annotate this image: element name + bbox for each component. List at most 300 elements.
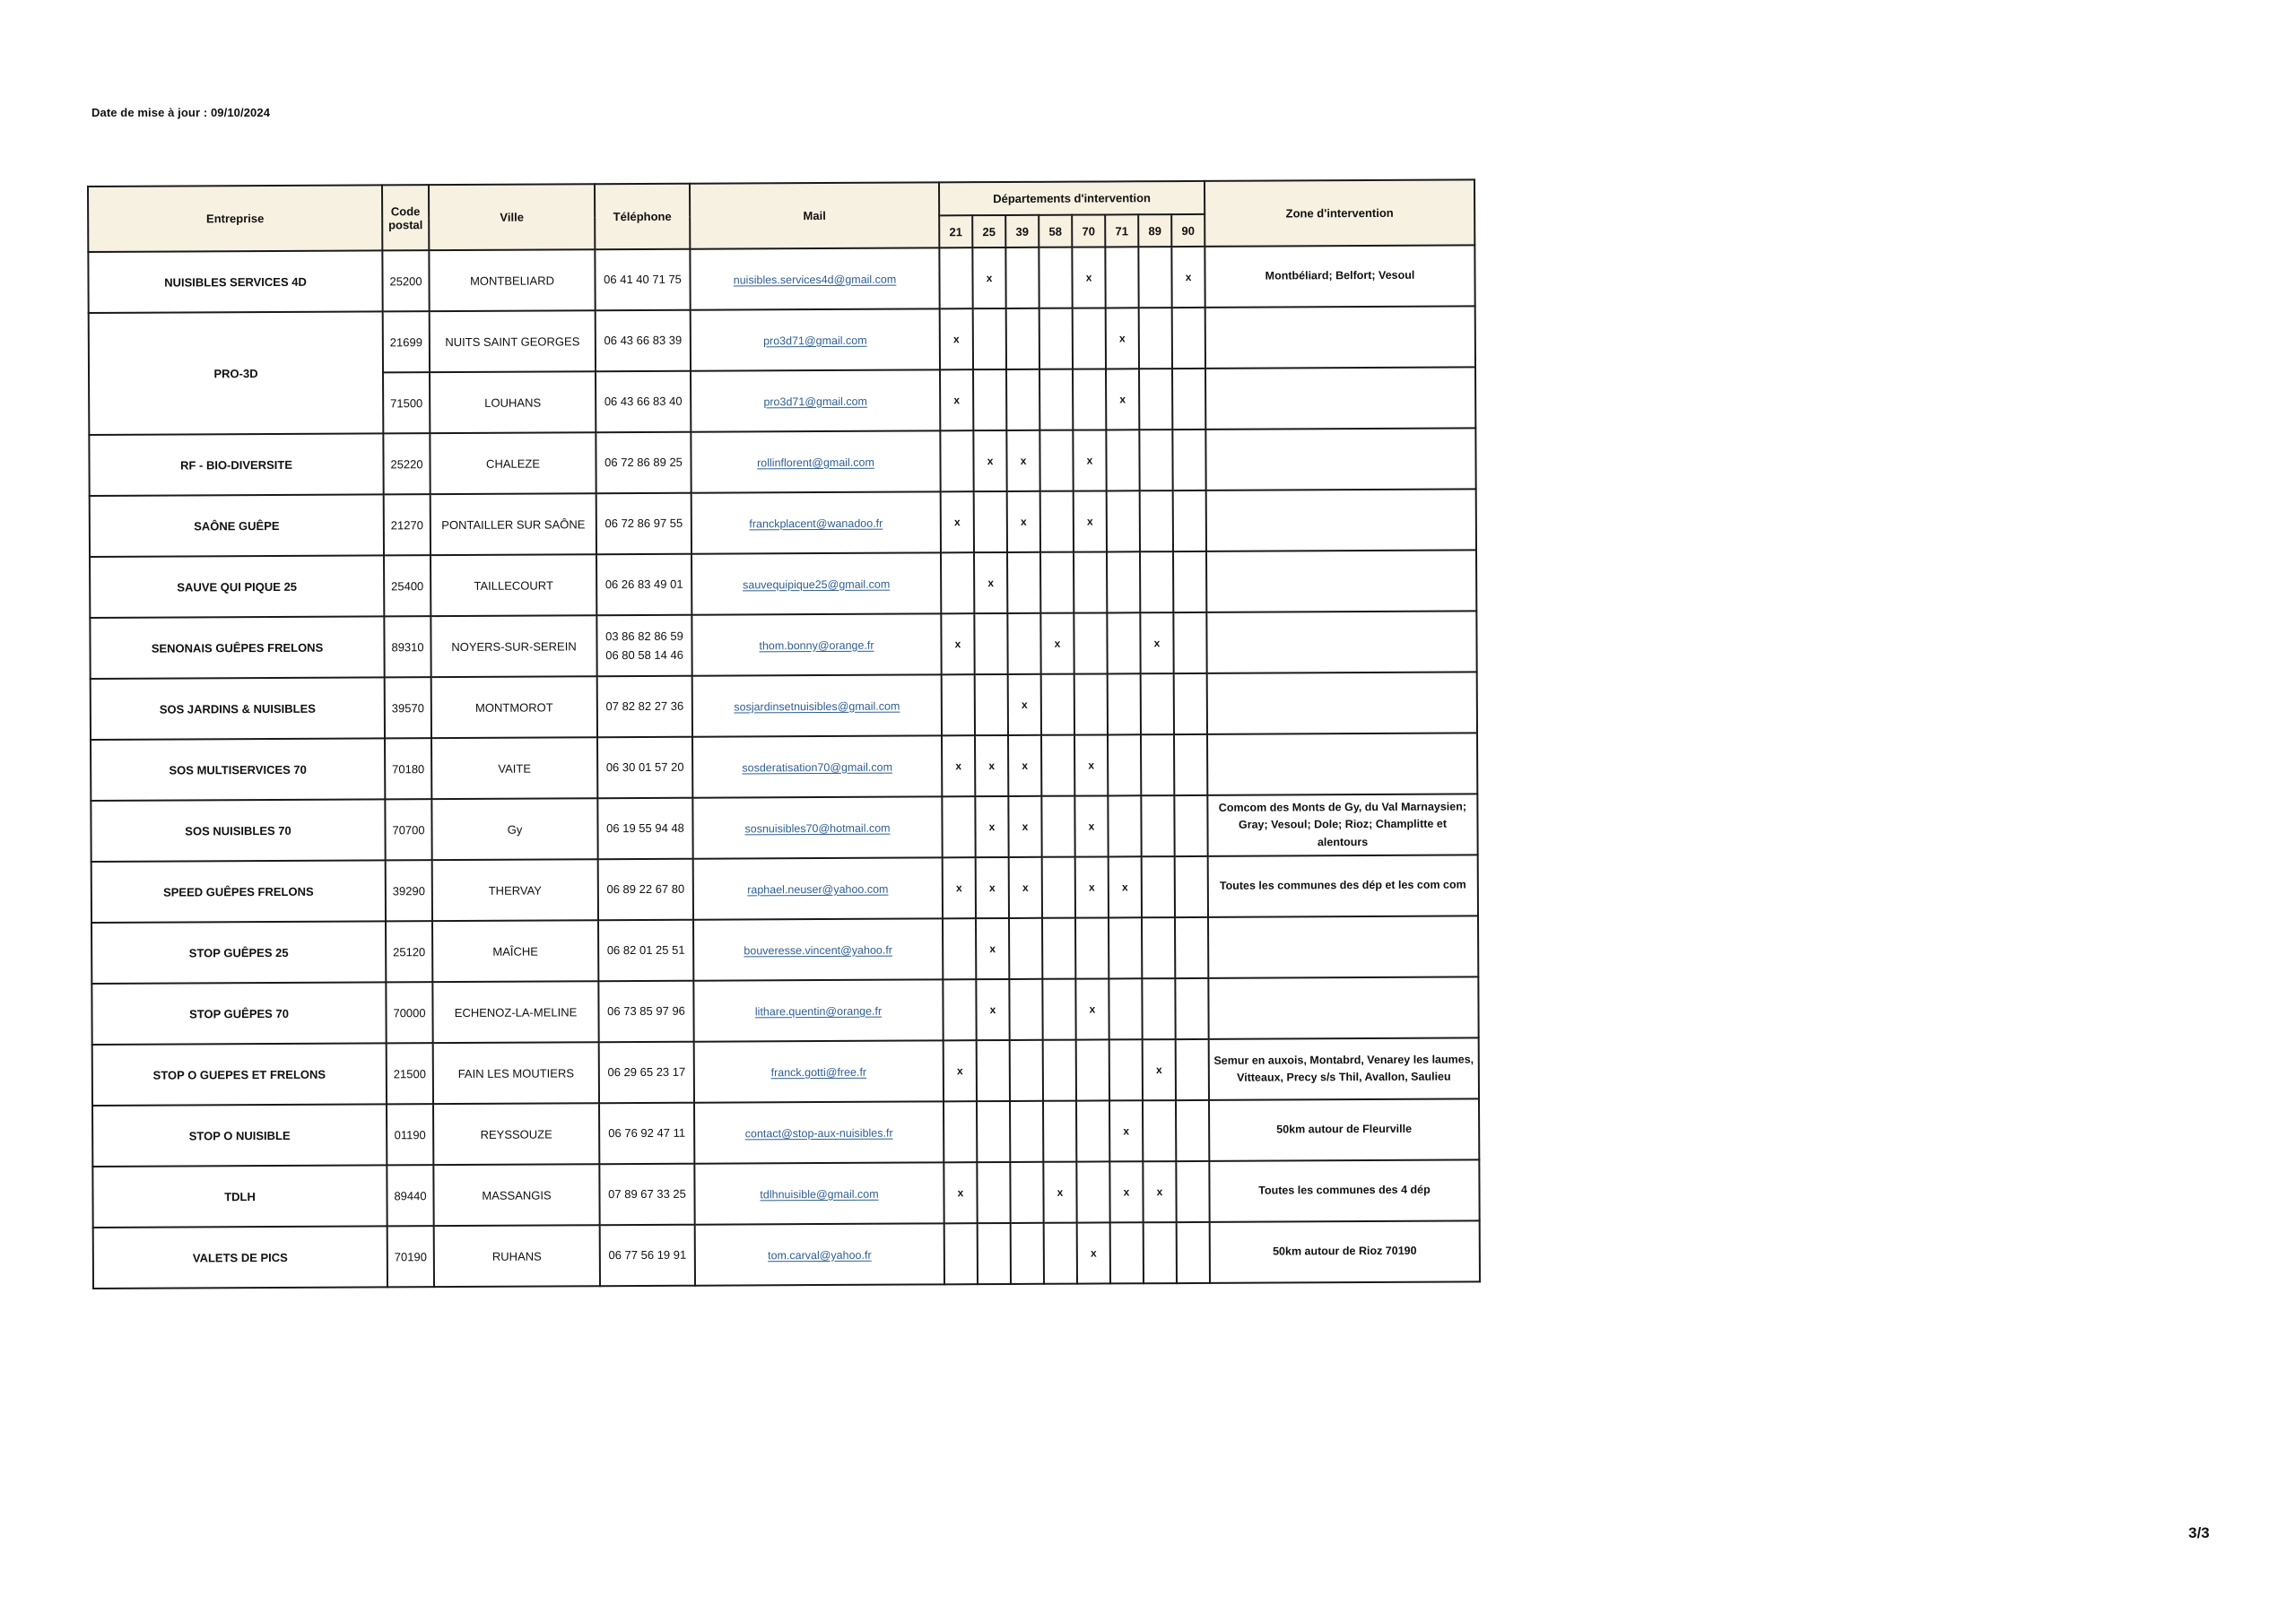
dept-cell-58 [1039,308,1073,369]
dept-cell-21 [939,247,972,308]
dept-cell-58 [1040,491,1074,552]
postal-code: 25400 [384,555,430,616]
dept-cell-90 [1175,978,1208,1039]
dept-cell-89 [1140,551,1173,612]
phone-number: 06 72 86 89 25 [604,456,683,470]
dept-cell-21 [944,1101,977,1162]
dept-cell-21: x [940,308,973,369]
dept-cell-25: x [976,979,1009,1040]
mail-link[interactable]: franckplacent@wanadoo.fr [749,516,883,530]
dept-cell-39 [1009,918,1042,979]
dept-cell-70: x [1075,978,1109,1039]
phone [597,676,692,738]
city: MAÎCHE [432,920,598,982]
dept-cell-39: x [1008,796,1041,857]
mail-link[interactable]: sauvequipique25@gmail.com [743,577,891,591]
city: RUHANS [434,1225,600,1287]
dept-cell-58 [1039,430,1073,491]
dept-cell-58: x [1040,613,1074,674]
dept-cell-58: x [1043,1162,1076,1223]
dept-cell-21: x [942,735,975,796]
postal-code: 25200 [382,250,429,311]
mail-link[interactable]: rollinflorent@gmail.com [757,456,874,469]
dept-cell-25 [974,491,1007,552]
dept-cell-39 [1007,613,1040,674]
dept-cell-25 [973,369,1006,430]
mail-cell [692,796,942,858]
dept-cell-71: x [1109,1100,1143,1161]
postal-code: 70180 [385,738,431,799]
dept-cell-39 [1006,369,1039,430]
dept-cell-25 [977,1101,1010,1162]
postal-code: 39290 [386,860,432,921]
dept-cell-21 [943,979,976,1040]
dept-cell-58 [1040,552,1074,613]
dept-cell-25: x [976,857,1009,918]
company-name: SENONAIS GUÊPES FRELONS [90,616,384,679]
dept-cell-39 [1011,1223,1044,1284]
table-row [89,306,1475,374]
dept-cell-21: x [940,369,973,430]
header-ville: Ville [429,184,595,250]
dept-cell-89 [1141,673,1174,734]
mail-cell [691,430,940,492]
phone-number: 06 73 85 97 96 [607,1004,685,1019]
dept-cell-71 [1109,917,1142,978]
phone-number: 03 86 82 86 59 [605,629,683,643]
mail-link[interactable]: contact@stop-aux-nuisibles.fr [744,1126,893,1140]
city: MONTMOROT [431,676,597,738]
phone [596,432,691,494]
phone [598,920,693,982]
dept-cell-89: x [1143,1161,1176,1222]
dept-cell-90 [1176,1100,1209,1161]
mail-link[interactable]: thom.bonny@orange.fr [759,638,874,652]
mail-link[interactable]: pro3d71@gmail.com [763,395,867,408]
city: THERVAY [432,859,598,921]
phone [597,798,692,860]
table-row [88,245,1474,313]
phone-number: 06 76 92 47 11 [608,1126,686,1141]
dept-cell-58 [1042,918,1075,979]
dept-cell-71 [1105,247,1138,308]
dept-cell-58 [1043,1040,1076,1101]
company-name: STOP O NUISIBLE [92,1104,387,1167]
postal-code: 39570 [385,677,431,738]
phone-number: 07 82 82 27 36 [605,699,684,714]
mail-cell [690,247,939,309]
company-name: SAÔNE GUÊPE [90,494,384,557]
dept-cell-25 [977,1040,1010,1101]
header-dept-25: 25 [972,215,1005,247]
phone [595,249,690,311]
dept-cell-90 [1174,734,1207,795]
phone [599,1164,694,1226]
phone [599,1042,694,1104]
dept-cell-39: x [1009,857,1042,918]
dept-cell-89 [1143,1100,1176,1161]
companies-table [87,178,1481,1289]
dept-cell-39: x [1008,735,1041,796]
phone [598,859,693,921]
dept-cell-21 [944,1223,978,1284]
company-name: TDLH [92,1165,387,1228]
city: CHALEZE [430,432,596,494]
mail-link[interactable]: franck.gotti@free.fr [770,1065,867,1079]
mail-link[interactable]: tdlhnuisible@gmail.com [760,1187,879,1201]
postal-code: 70000 [386,982,432,1043]
dept-cell-71 [1108,795,1141,856]
intervention-zone [1205,367,1475,429]
city: TAILLECOURT [430,554,596,616]
postal-code: 25220 [383,433,430,494]
mail-link[interactable]: lithare.quentin@orange.fr [754,1004,883,1018]
city: VAITE [431,737,597,799]
dept-cell-70 [1073,369,1106,430]
header-dept-89: 89 [1138,214,1171,247]
dept-cell-71: x [1109,856,1142,917]
company-name: NUISIBLES SERVICES 4D [88,250,382,313]
intervention-zone [1206,489,1476,551]
dept-cell-70: x [1073,430,1106,490]
city: ECHENOZ-LA-MELINE [432,981,598,1043]
header-entreprise: Entreprise [88,185,382,252]
dept-cell-70: x [1077,1222,1110,1283]
mail-link[interactable]: tom.carval@yahoo.fr [768,1248,872,1262]
dept-cell-89 [1141,795,1174,856]
dept-cell-21: x [941,613,974,674]
mail-cell [691,491,941,553]
table-row [90,611,1476,679]
header-dept-90: 90 [1171,214,1205,247]
dept-cell-90: x [1171,247,1205,308]
phone [598,981,693,1043]
mail-link[interactable]: bouveresse.vincent@yahoo.fr [744,943,892,957]
phone-number: 06 43 66 83 40 [604,395,683,409]
dept-cell-21 [943,918,976,979]
dept-cell-71 [1109,1039,1143,1100]
company-name: STOP GUÊPES 70 [91,982,386,1045]
dept-cell-71 [1107,612,1140,673]
dept-cell-25 [975,674,1008,735]
table-header [88,179,1474,252]
company-name: STOP O GUEPES ET FRELONS [92,1043,387,1106]
intervention-zone [1208,916,1478,977]
dept-cell-21 [942,674,975,735]
postal-code: 21699 [383,311,430,372]
intervention-zone: Semur en auxois, Montabrd, Venarey les laumes, Vitteaux, Precy s/s Thil, Avallon, Saulieu [1209,1037,1479,1099]
dept-cell-71: x [1106,308,1139,369]
table-row [92,1159,1479,1228]
city: MONTBELIARD [429,249,595,311]
city: FAIN LES MOUTIERS [433,1042,599,1104]
dept-cell-70: x [1074,734,1108,795]
dept-cell-70: x [1072,247,1105,308]
postal-code: 71500 [383,372,430,433]
postal-code: 21500 [387,1043,433,1104]
table-row [90,489,1476,557]
dept-cell-89 [1142,856,1175,917]
city: PONTAILLER SUR SAÔNE [430,493,596,555]
intervention-zone [1207,672,1477,733]
dept-cell-89 [1139,369,1172,430]
dept-cell-90 [1177,1222,1210,1283]
dept-cell-89 [1142,978,1175,1039]
dept-cell-39 [1006,308,1039,369]
mail-cell [695,1223,944,1285]
company-name: SOS NUISIBLES 70 [91,799,385,862]
dept-cell-90 [1174,795,1207,856]
phone-number: 06 19 55 94 48 [606,821,684,836]
postal-code: 89440 [387,1165,433,1226]
header-mail: Mail [690,182,939,248]
phone [599,1103,694,1165]
phone-number: 06 26 83 49 01 [604,577,683,592]
dept-cell-25 [977,1162,1010,1223]
company-name: SOS JARDINS & NUISIBLES [91,677,385,740]
header-dept-39: 39 [1005,215,1039,247]
dept-cell-25 [973,308,1006,369]
dept-cell-89 [1139,308,1172,369]
dept-cell-89 [1142,917,1175,978]
postal-code: 01190 [387,1104,433,1165]
city: Gy [431,798,597,860]
page-number: 3/3 [2188,1524,2210,1541]
dept-cell-25: x [975,735,1008,796]
phone [596,493,691,555]
company-name: RF - BIO-DIVERSITE [89,433,383,496]
company-name: SOS MULTISERVICES 70 [91,738,385,801]
company-name: SPEED GUÊPES FRELONS [91,860,386,923]
dept-cell-71 [1110,1222,1144,1283]
table-row [91,672,1477,740]
mail-cell [693,857,943,919]
dept-cell-21 [941,552,974,613]
dept-cell-70 [1074,673,1108,734]
header-dept-21: 21 [939,215,972,247]
mail-cell [693,979,943,1041]
phone-number: 06 72 86 97 55 [604,516,683,531]
dept-cell-39: x [1008,674,1041,735]
phone-number: 06 89 22 67 80 [606,882,685,897]
dept-cell-58 [1042,857,1075,918]
dept-cell-58 [1039,247,1072,308]
mail-cell [692,674,942,736]
dept-cell-90 [1173,490,1206,551]
dept-cell-89 [1141,734,1174,795]
mail-cell [691,308,940,370]
table-row [89,428,1475,496]
dept-cell-90 [1173,551,1206,612]
mail-link[interactable]: pro3d71@gmail.com [763,334,867,347]
postal-code: 25120 [386,921,432,982]
city: LOUHANS [430,371,596,433]
postal-code: 21270 [384,494,430,555]
dept-cell-39 [1005,247,1039,308]
table-row [93,1220,1480,1289]
dept-cell-90 [1174,673,1207,734]
dept-cell-70 [1075,917,1109,978]
phone-number: 06 82 01 25 51 [606,943,685,958]
mail-cell [691,369,940,431]
dept-cell-90 [1172,308,1205,369]
city: NOYERS-SUR-SEREIN [430,615,596,677]
dept-cell-39: x [1006,430,1039,491]
header-telephone: Téléphone [595,184,690,250]
city: NUITS SAINT GEORGES [430,310,596,372]
phone [596,310,691,372]
header-dept-58: 58 [1039,215,1072,247]
intervention-zone: Toutes les communes des dép et les com com [1208,855,1478,916]
dept-cell-90 [1172,430,1205,490]
mail-link[interactable]: raphael.neuser@yahoo.com [747,882,889,896]
update-date: Date de mise à jour : 09/10/2024 [91,106,271,119]
dept-cell-58 [1043,1101,1076,1162]
intervention-zone: Toutes les communes des 4 dép [1209,1159,1479,1221]
dept-cell-39 [1010,1040,1043,1101]
table-row [92,1037,1479,1106]
postal-code: 70700 [385,799,431,860]
header-dept-71: 71 [1105,214,1138,247]
dept-cell-90 [1173,612,1206,673]
city: REYSSOUZE [433,1103,599,1165]
table-row [91,916,1478,984]
dept-cell-39 [1010,1101,1043,1162]
dept-cell-89: x [1143,1039,1176,1100]
mail-link[interactable]: sosderatisation70@gmail.com [742,760,893,774]
dept-cell-58 [1042,979,1075,1040]
intervention-zone [1206,550,1476,612]
dept-cell-90 [1176,1161,1209,1222]
dept-cell-25: x [973,430,1006,491]
dept-cell-70 [1074,551,1107,612]
phone [600,1225,695,1287]
dept-cell-39 [1009,979,1042,1040]
table-row [91,794,1477,862]
mail-cell [693,918,943,980]
city: MASSANGIS [433,1164,599,1226]
mail-cell [692,735,942,797]
phone [596,371,691,433]
dept-cell-25: x [972,247,1005,308]
intervention-zone [1205,306,1475,368]
dept-cell-39 [1010,1162,1043,1223]
header-code-postal: Code postal [382,185,429,250]
phone-number: 06 30 01 57 20 [605,760,684,775]
phone-number: 07 89 67 33 25 [608,1187,686,1202]
header-dept-70: 70 [1072,214,1105,247]
dept-cell-58 [1039,369,1073,430]
dept-cell-39 [1007,552,1040,613]
phone-number: 06 80 58 14 46 [605,647,683,663]
intervention-zone: Comcom des Monts de Gy, du Val Marnaysien; Gray; Vesoul; Dole; Rioz; Champlitte et alentours [1207,794,1477,855]
table-row [91,855,1478,923]
dept-cell-89 [1140,490,1173,551]
dept-cell-71 [1107,551,1140,612]
mail-cell [694,1162,944,1224]
intervention-zone: 50km autour de Rioz 70190 [1210,1220,1480,1282]
dept-cell-70 [1076,1039,1109,1100]
dept-cell-71 [1106,430,1139,490]
postal-code: 89310 [384,616,430,677]
mail-cell [694,1040,944,1102]
dept-cell-71 [1107,490,1140,551]
dept-cell-21 [940,430,973,491]
dept-cell-90 [1172,369,1205,430]
dept-cell-58 [1041,735,1074,796]
dept-cell-25 [974,613,1007,674]
dept-cell-70 [1074,612,1107,673]
table-row [91,733,1477,801]
dept-cell-90 [1176,1039,1209,1100]
intervention-zone [1207,733,1477,794]
phone-number: 06 41 40 71 75 [604,273,682,287]
company-name: VALETS DE PICS [93,1226,387,1289]
dept-cell-89 [1144,1222,1177,1283]
dept-cell-71 [1108,734,1141,795]
phone [597,737,692,799]
dept-cell-71 [1109,978,1142,1039]
dept-cell-90 [1175,856,1208,917]
mail-link[interactable]: sosjardinsetnuisibles@gmail.com [734,699,900,713]
dept-cell-90 [1175,917,1208,978]
table-row [90,550,1476,618]
intervention-zone: 50km autour de Fleurville [1209,1098,1479,1160]
dept-cell-58 [1041,674,1074,735]
dept-cell-21: x [943,857,976,918]
dept-cell-89 [1138,247,1171,308]
postal-code: 70190 [387,1226,434,1287]
table-row [92,1098,1479,1167]
intervention-zone [1205,428,1475,490]
phone [596,615,691,677]
company-name: PRO-3D [89,311,384,435]
dept-cell-25: x [975,796,1008,857]
mail-link[interactable]: sosnuisibles70@hotmail.com [744,821,891,835]
dept-cell-89 [1139,430,1172,490]
dept-cell-70 [1076,1161,1109,1222]
dept-cell-70: x [1075,856,1109,917]
dept-cell-21: x [941,491,974,552]
dept-cell-70 [1073,308,1106,369]
dept-cell-70: x [1074,795,1108,856]
mail-link[interactable]: nuisibles.services4d@gmail.com [733,273,897,286]
dept-cell-70 [1076,1100,1109,1161]
phone-number: 06 29 65 23 17 [607,1065,686,1080]
dept-cell-21: x [944,1162,977,1223]
dept-cell-58 [1044,1223,1077,1284]
dept-cell-39: x [1007,491,1040,552]
dept-cell-71: x [1106,369,1139,430]
mail-cell [694,1101,944,1163]
header-zone: Zone d'intervention [1205,179,1474,246]
header-departements: Départements d'intervention [939,181,1205,215]
company-name: SAUVE QUI PIQUE 25 [90,555,384,618]
company-name: STOP GUÊPES 25 [91,921,386,984]
dept-cell-21 [942,796,975,857]
dept-cell-25 [978,1223,1011,1284]
dept-cell-71 [1108,673,1141,734]
dept-cell-25: x [976,918,1009,979]
table-body [88,245,1480,1289]
phone-number: 06 43 66 83 39 [604,334,683,348]
dept-cell-89: x [1140,612,1173,673]
phone-number: 06 77 56 19 91 [608,1248,687,1263]
dept-cell-58 [1041,796,1074,857]
intervention-zone [1208,976,1478,1038]
phone [596,554,691,616]
mail-cell [691,613,941,675]
